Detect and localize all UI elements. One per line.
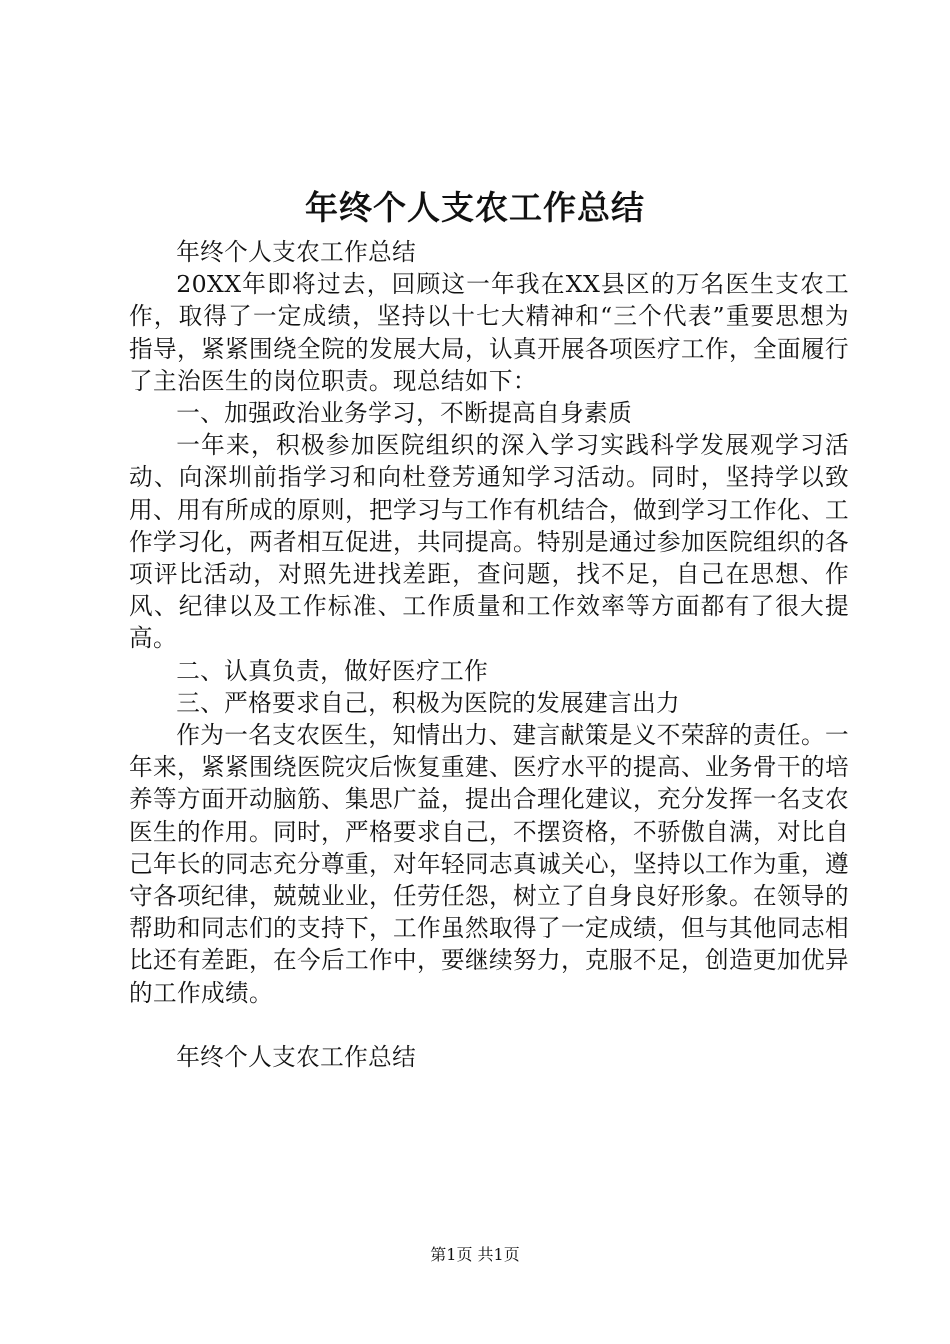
paragraph-section-3: 作为一名支农医生，知情出力、建言献策是义不荣辞的责任。一年来，紧紧围绕医院灾后恢复重建、医疗水平的提高、业务骨干的培养等方面开动脑筋、集思广益，提出合理化建议，充分发挥一名支农医生的作用。同时，严格要求自己，不摆资格，不骄傲自满，对比自己年长的同志充分尊重，对年轻同志真诚关心，坚持以工作为重，遵守各项纪律，兢兢业业，任劳任怨，树立了自身良好形象。在领导的帮助和同志们的支持下，工作虽然取得了一定成绩，但与其他同志相比还有差距，在今后工作中，要继续努力，克服不足，创造更加优异的工作成绩。 <box>129 721 849 1007</box>
section-heading-3: 三、严格要求自己，积极为医院的发展建言出力 <box>176 688 681 717</box>
paragraph-heading-repeat: 年终个人支农工作总结 <box>176 238 417 266</box>
paragraph-intro: 20XX年即将过去，回顾这一年我在XX县区的万名医生支农工作，取得了一定成绩，坚持以十七大精神和“三个代表”重要思想为指导，紧紧围绕全院的发展大局，认真开展各项医疗工作，全面履行了主治医生的岗位职责。现总结如下： <box>129 270 849 395</box>
paragraph-closing-title: 年终个人支农工作总结 <box>176 1042 417 1071</box>
section-heading-2: 二、认真负责，做好医疗工作 <box>176 656 489 685</box>
document-body <box>129 236 849 1073</box>
paragraph-section-1: 一年来，积极参加医院组织的深入学习实践科学发展观学习活动、向深圳前指学习和向杜登芳通知学习活动。同时，坚持学以致用、用有所成的原则，把学习与工作有机结合，做到学习工作化、工作学习化，两者相互促进，共同提高。特别是通过参加医院组织的各项评比活动，对照先进找差距，查问题，找不足，自己在思想、作风、纪律以及工作标准、工作质量和工作效率等方面都有了很大提高。 <box>129 431 849 653</box>
document-title: 年终个人支农工作总结 <box>305 188 645 227</box>
page-footer: 第1页 共1页 <box>430 1245 520 1264</box>
section-heading-1: 一、加强政治业务学习，不断提高自身素质 <box>176 399 633 428</box>
